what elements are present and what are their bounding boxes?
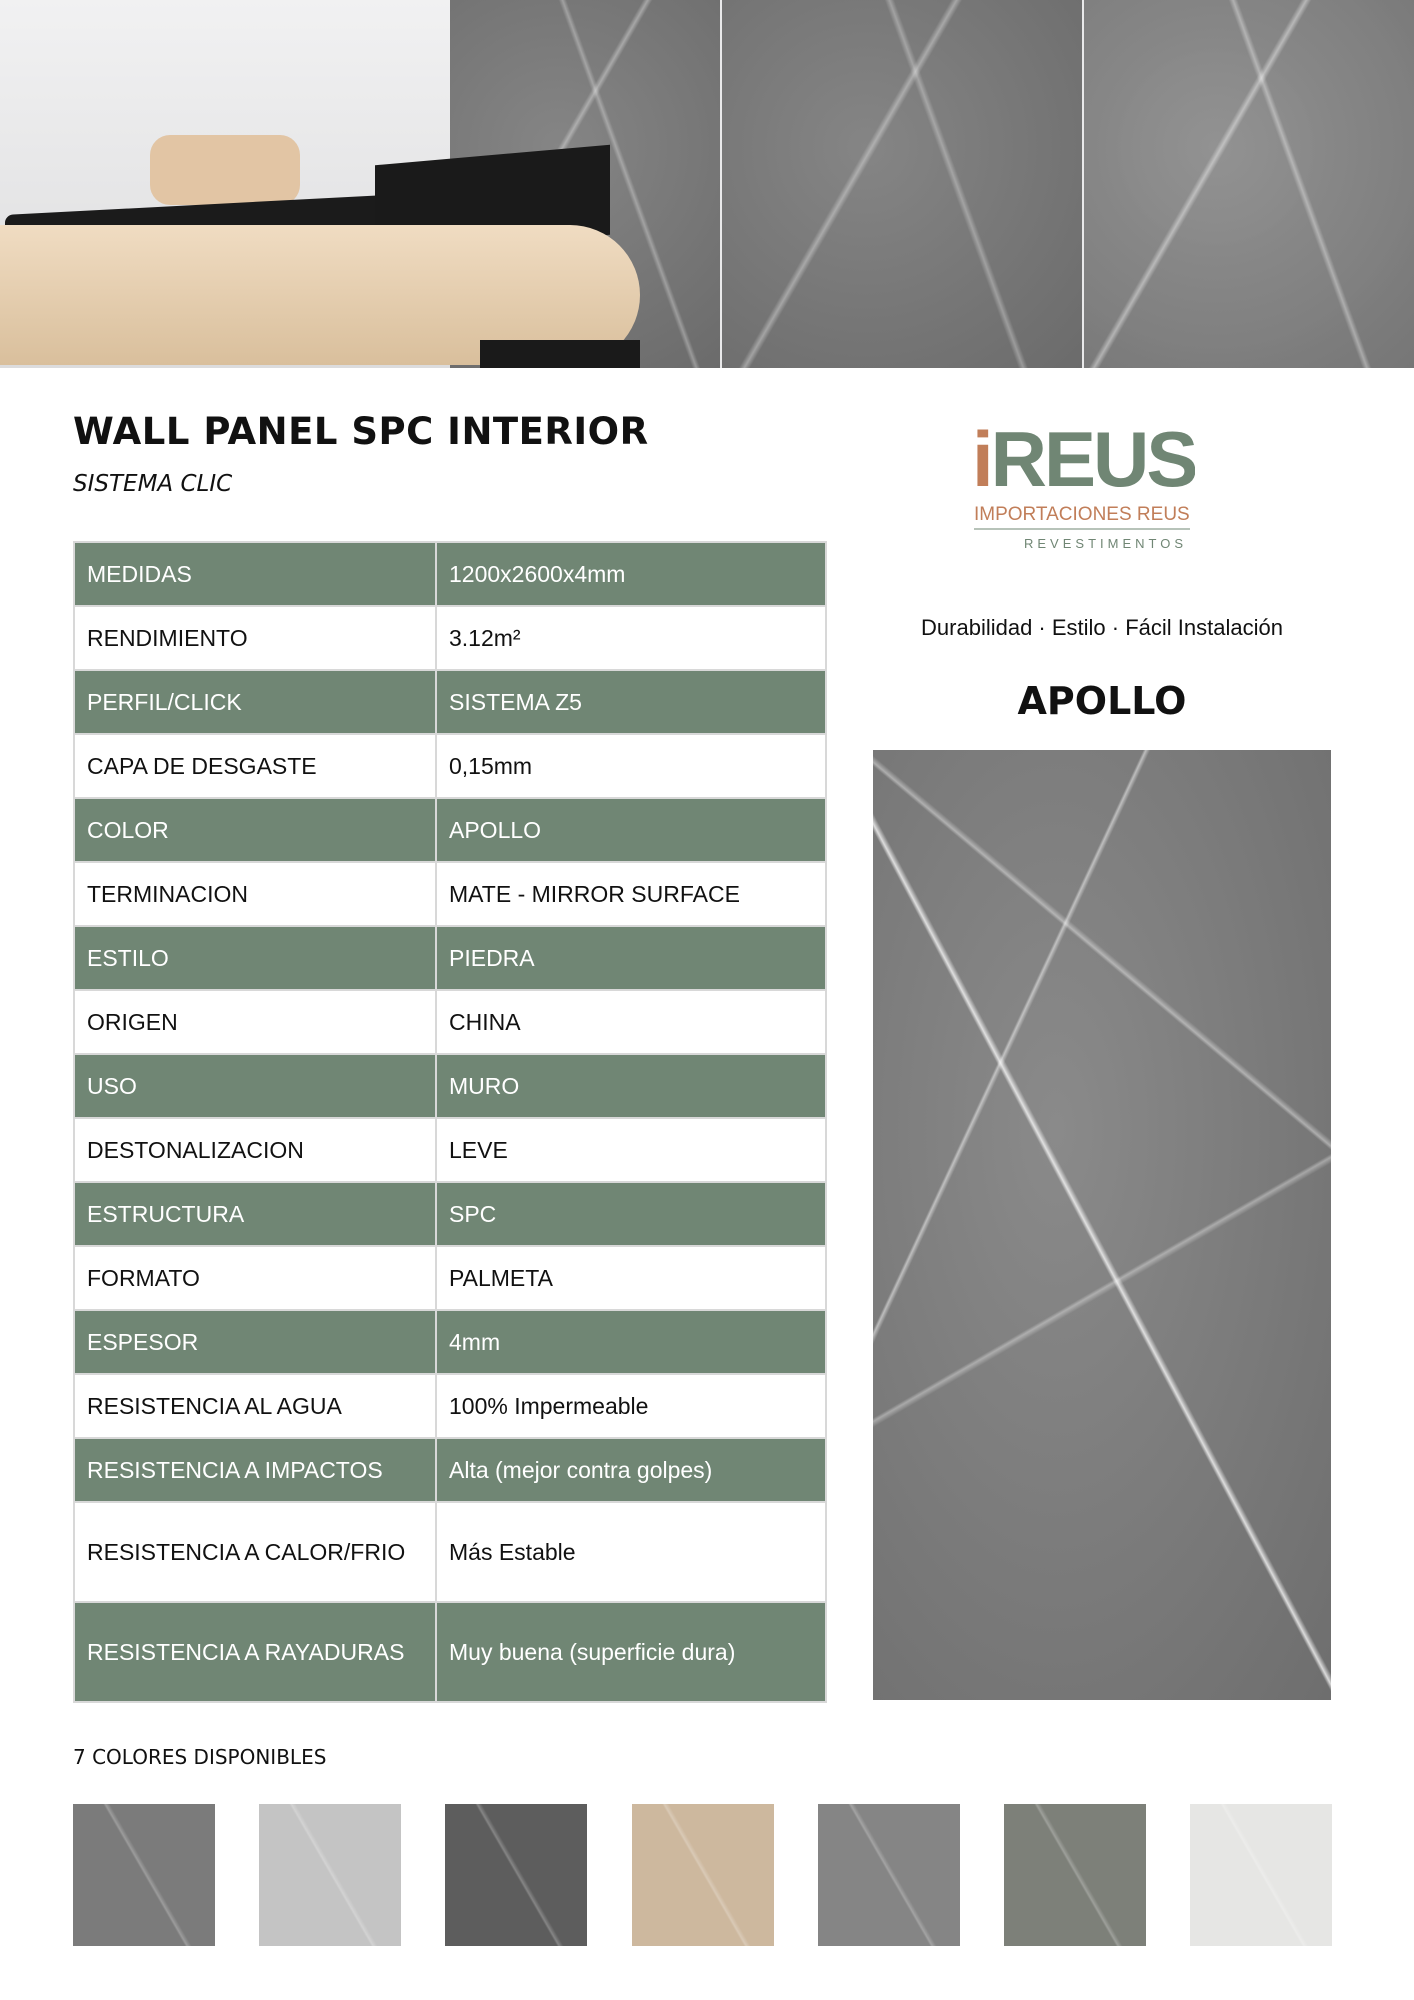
specs-table bbox=[73, 541, 827, 1703]
spec-row bbox=[74, 990, 826, 1054]
page-title: WALL PANEL SPC INTERIOR bbox=[73, 410, 649, 453]
color-swatch bbox=[445, 1804, 587, 1946]
marble-panel bbox=[1084, 0, 1414, 368]
spec-value: MATE - MIRROR SURFACE bbox=[436, 862, 826, 926]
spec-value: LEVE bbox=[436, 1118, 826, 1182]
product-sample-image bbox=[873, 750, 1331, 1700]
spec-label: RESISTENCIA A IMPACTOS bbox=[74, 1438, 436, 1502]
spec-row bbox=[74, 542, 826, 606]
spec-label: RENDIMIENTO bbox=[74, 606, 436, 670]
logo-mark: iREUS bbox=[972, 420, 1196, 498]
spec-value: 4mm bbox=[436, 1310, 826, 1374]
color-swatch bbox=[1004, 1804, 1146, 1946]
spec-value: SPC bbox=[436, 1182, 826, 1246]
spec-row bbox=[74, 862, 826, 926]
spec-row bbox=[74, 1374, 826, 1438]
logo-line1: IMPORTACIONES REUS bbox=[974, 504, 1190, 530]
spec-row bbox=[74, 670, 826, 734]
spec-value: MURO bbox=[436, 1054, 826, 1118]
spec-label: ORIGEN bbox=[74, 990, 436, 1054]
spec-value: 1200x2600x4mm bbox=[436, 542, 826, 606]
color-swatch bbox=[73, 1804, 215, 1946]
marble-panel bbox=[722, 0, 1082, 368]
spec-row bbox=[74, 1118, 826, 1182]
product-name: APOLLO bbox=[1017, 679, 1187, 723]
spec-label: ESTILO bbox=[74, 926, 436, 990]
color-swatch bbox=[818, 1804, 960, 1946]
spec-label: USO bbox=[74, 1054, 436, 1118]
spec-row bbox=[74, 1182, 826, 1246]
spec-row bbox=[74, 926, 826, 990]
spec-row bbox=[74, 1602, 826, 1702]
spec-value: Alta (mejor contra golpes) bbox=[436, 1438, 826, 1502]
color-swatch bbox=[1190, 1804, 1332, 1946]
spec-value: Más Estable bbox=[436, 1502, 826, 1602]
spec-row bbox=[74, 1310, 826, 1374]
spec-label: RESISTENCIA AL AGUA bbox=[74, 1374, 436, 1438]
spec-value: PIEDRA bbox=[436, 926, 826, 990]
spec-row bbox=[74, 1438, 826, 1502]
desk-base bbox=[480, 340, 640, 368]
spec-value: 0,15mm bbox=[436, 734, 826, 798]
spec-row bbox=[74, 734, 826, 798]
spec-row bbox=[74, 1502, 826, 1602]
spec-label: MEDIDAS bbox=[74, 542, 436, 606]
spec-label: ESTRUCTURA bbox=[74, 1182, 436, 1246]
spec-value: PALMETA bbox=[436, 1246, 826, 1310]
page-subtitle: SISTEMA CLIC bbox=[73, 471, 233, 497]
spec-label: RESISTENCIA A CALOR/FRIO bbox=[74, 1502, 436, 1602]
spec-label: COLOR bbox=[74, 798, 436, 862]
tagline: Durabilidad · Estilo · Fácil Instalación bbox=[921, 615, 1283, 640]
spec-row bbox=[74, 1246, 826, 1310]
spec-value: Muy buena (superficie dura) bbox=[436, 1602, 826, 1702]
spec-row bbox=[74, 1054, 826, 1118]
spec-value: 100% Impermeable bbox=[436, 1374, 826, 1438]
spec-value: APOLLO bbox=[436, 798, 826, 862]
hero-image bbox=[0, 0, 1414, 368]
spec-label: PERFIL/CLICK bbox=[74, 670, 436, 734]
spec-label: CAPA DE DESGASTE bbox=[74, 734, 436, 798]
color-swatch bbox=[632, 1804, 774, 1946]
brand-logo bbox=[972, 420, 1234, 560]
spec-row bbox=[74, 606, 826, 670]
spec-value: 3.12m² bbox=[436, 606, 826, 670]
logo-line2: REVESTIMENTOS bbox=[1024, 536, 1188, 551]
spec-value: CHINA bbox=[436, 990, 826, 1054]
chair bbox=[150, 135, 300, 205]
spec-value: SISTEMA Z5 bbox=[436, 670, 826, 734]
spec-label: ESPESOR bbox=[74, 1310, 436, 1374]
spec-label: RESISTENCIA A RAYADURAS bbox=[74, 1602, 436, 1702]
spec-row bbox=[74, 798, 826, 862]
spec-label: FORMATO bbox=[74, 1246, 436, 1310]
spec-label: TERMINACION bbox=[74, 862, 436, 926]
color-swatch bbox=[259, 1804, 401, 1946]
colors-label: 7 COLORES DISPONIBLES bbox=[73, 1745, 327, 1769]
spec-label: DESTONALIZACION bbox=[74, 1118, 436, 1182]
